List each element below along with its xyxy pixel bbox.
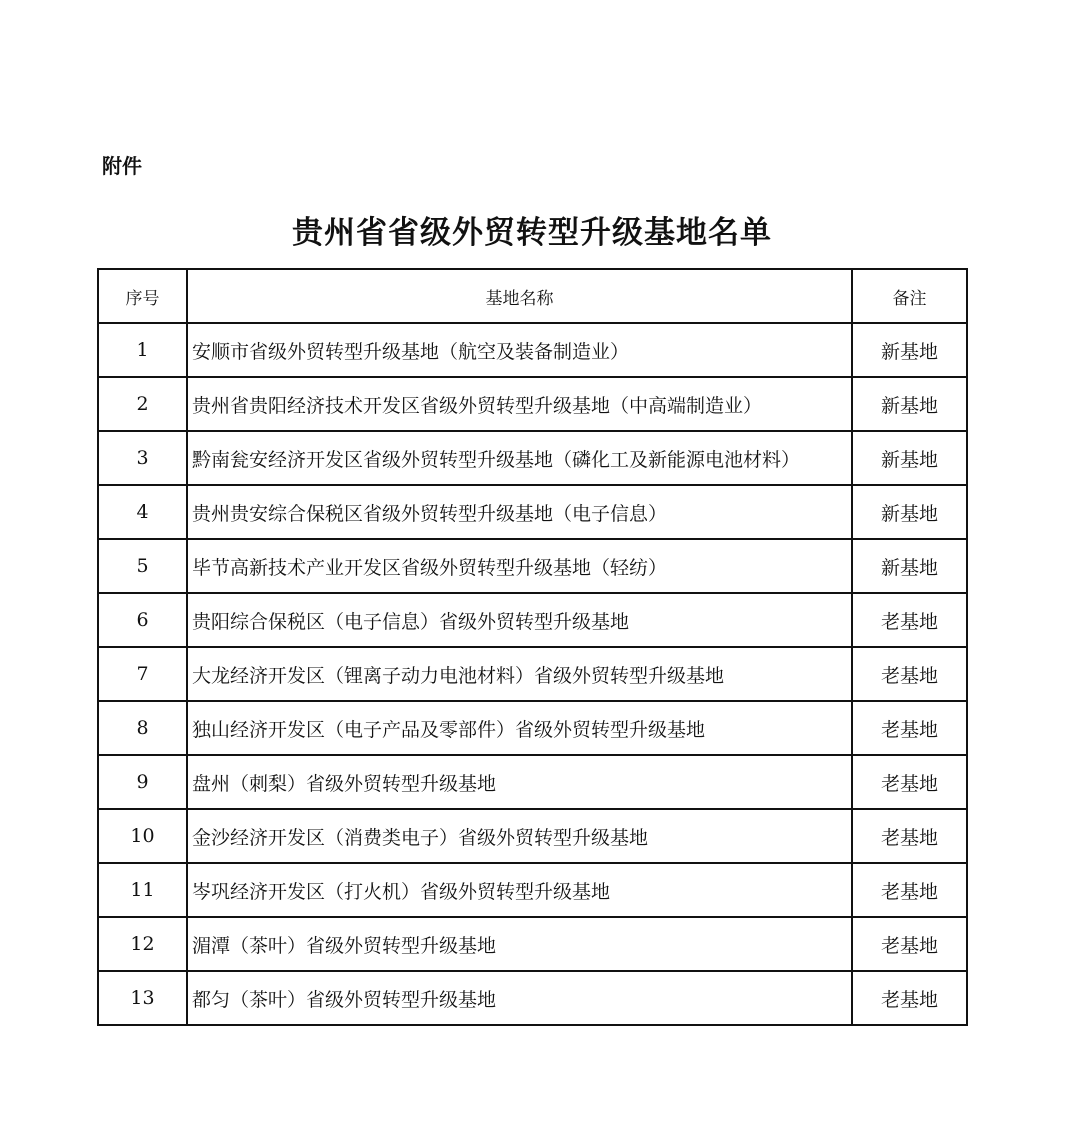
- base-remark: 老基地: [852, 755, 967, 809]
- table-row: [98, 701, 967, 755]
- table-row: [98, 917, 967, 971]
- row-number: 2: [98, 377, 187, 431]
- header-remarks: 备注: [852, 269, 967, 323]
- row-number: 4: [98, 485, 187, 539]
- base-remark: 老基地: [852, 701, 967, 755]
- table-row: [98, 809, 967, 863]
- row-number: 11: [98, 863, 187, 917]
- table-row: [98, 647, 967, 701]
- row-number: 13: [98, 971, 187, 1025]
- row-number: 10: [98, 809, 187, 863]
- base-remark: 老基地: [852, 647, 967, 701]
- header-serial-number: 序号: [98, 269, 187, 323]
- base-remark: 老基地: [852, 863, 967, 917]
- base-name: 都匀（茶叶）省级外贸转型升级基地: [187, 971, 852, 1025]
- table-row: [98, 539, 967, 593]
- base-name: 黔南瓮安经济开发区省级外贸转型升级基地（磷化工及新能源电池材料）: [187, 431, 852, 485]
- base-name: 贵州省贵阳经济技术开发区省级外贸转型升级基地（中高端制造业）: [187, 377, 852, 431]
- attachment-label: 附件: [102, 154, 142, 178]
- base-remark: 新基地: [852, 377, 967, 431]
- table-body: [98, 323, 967, 1025]
- row-number: 1: [98, 323, 187, 377]
- table-row: [98, 593, 967, 647]
- row-number: 7: [98, 647, 187, 701]
- table-row: [98, 377, 967, 431]
- table-row: [98, 755, 967, 809]
- base-name: 毕节高新技术产业开发区省级外贸转型升级基地（轻纺）: [187, 539, 852, 593]
- base-list-table: [97, 268, 968, 1026]
- table-row: [98, 971, 967, 1025]
- base-name: 贵阳综合保税区（电子信息）省级外贸转型升级基地: [187, 593, 852, 647]
- base-remark: 老基地: [852, 917, 967, 971]
- base-remark: 老基地: [852, 593, 967, 647]
- row-number: 9: [98, 755, 187, 809]
- base-name: 岑巩经济开发区（打火机）省级外贸转型升级基地: [187, 863, 852, 917]
- table-row: [98, 431, 967, 485]
- document-title: 贵州省省级外贸转型升级基地名单: [292, 215, 772, 251]
- row-number: 6: [98, 593, 187, 647]
- base-name: 金沙经济开发区（消费类电子）省级外贸转型升级基地: [187, 809, 852, 863]
- base-name: 盘州（刺梨）省级外贸转型升级基地: [187, 755, 852, 809]
- base-remark: 老基地: [852, 971, 967, 1025]
- row-number: 8: [98, 701, 187, 755]
- base-remark: 老基地: [852, 809, 967, 863]
- row-number: 3: [98, 431, 187, 485]
- base-remark: 新基地: [852, 539, 967, 593]
- base-name: 贵州贵安综合保税区省级外贸转型升级基地（电子信息）: [187, 485, 852, 539]
- table-row: [98, 323, 967, 377]
- row-number: 12: [98, 917, 187, 971]
- table-row: [98, 485, 967, 539]
- base-name: 独山经济开发区（电子产品及零部件）省级外贸转型升级基地: [187, 701, 852, 755]
- base-name: 大龙经济开发区（锂离子动力电池材料）省级外贸转型升级基地: [187, 647, 852, 701]
- header-base-name: 基地名称: [187, 269, 852, 323]
- base-remark: 新基地: [852, 431, 967, 485]
- base-name: 安顺市省级外贸转型升级基地（航空及装备制造业）: [187, 323, 852, 377]
- table-row: [98, 863, 967, 917]
- row-number: 5: [98, 539, 187, 593]
- base-remark: 新基地: [852, 323, 967, 377]
- base-remark: 新基地: [852, 485, 967, 539]
- table-header-row: [98, 269, 967, 323]
- base-name: 湄潭（茶叶）省级外贸转型升级基地: [187, 917, 852, 971]
